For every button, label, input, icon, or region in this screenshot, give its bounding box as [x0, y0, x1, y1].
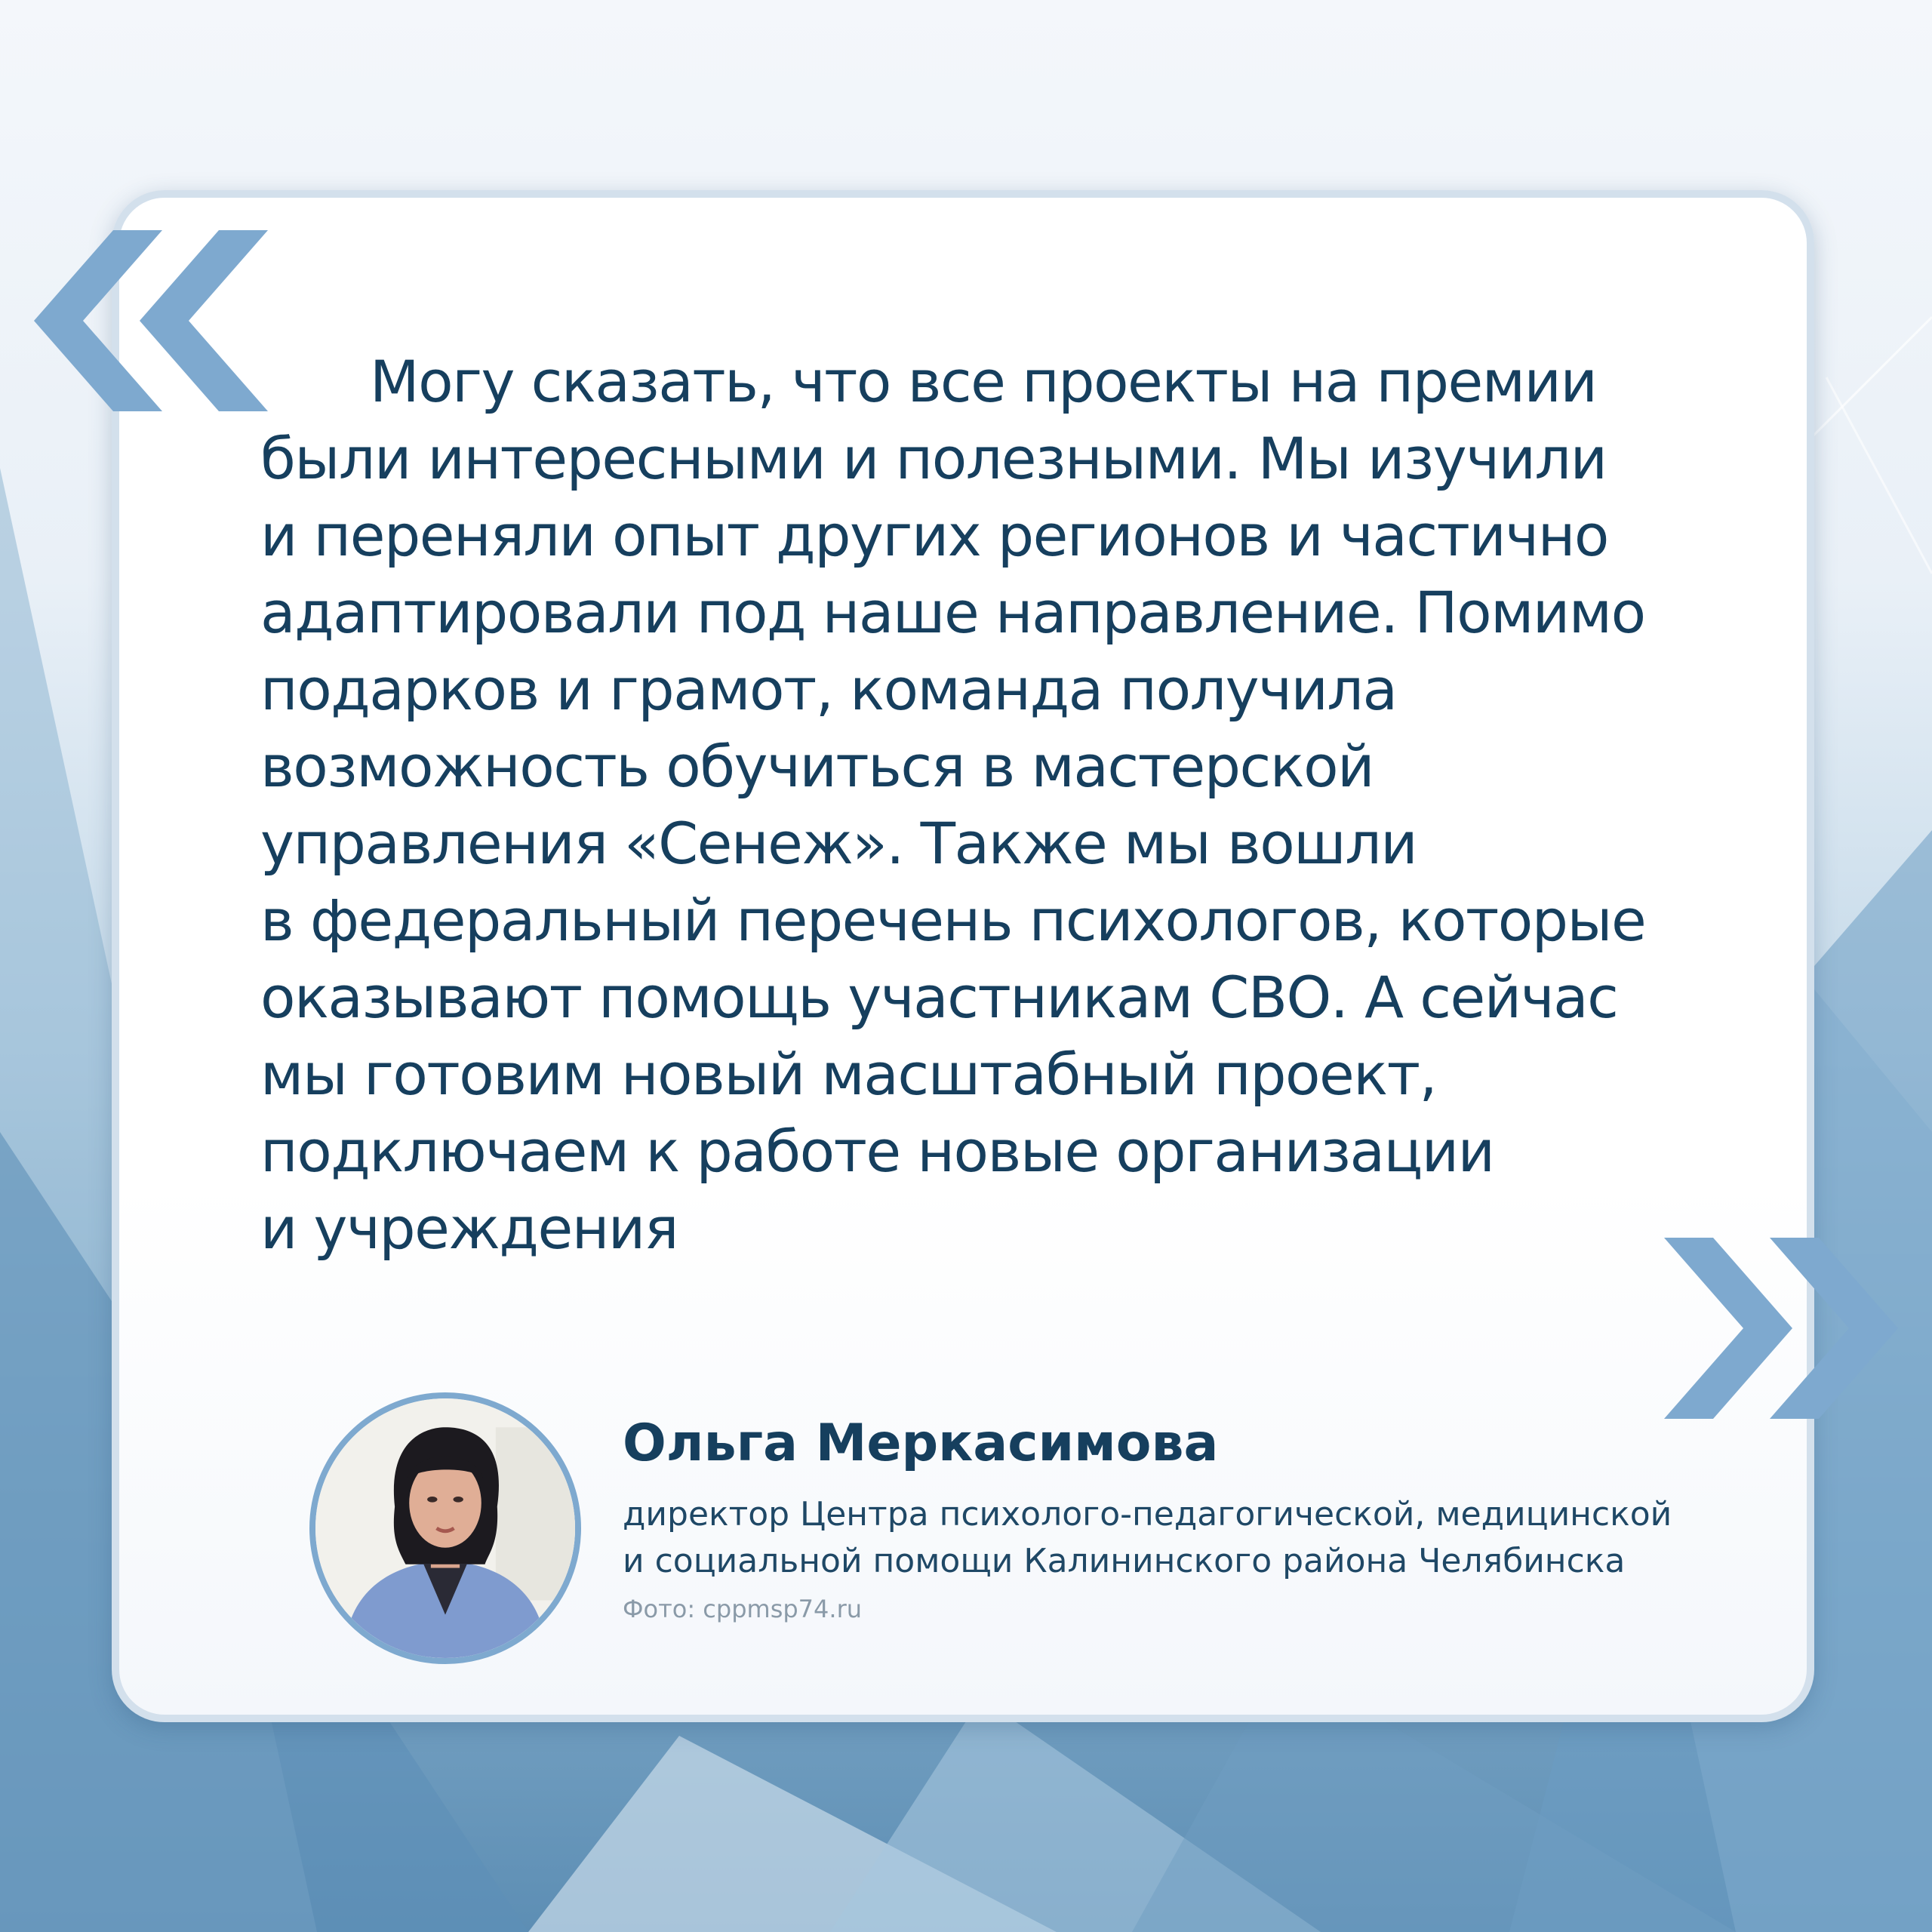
quote-line: и переняли опыт других регионов и частично — [260, 502, 1608, 569]
author-name: Ольга Меркасимова — [623, 1414, 1219, 1473]
quote-line: адаптировали под наше направление. Помимо — [260, 579, 1645, 646]
author-role — [623, 1491, 1717, 1585]
quote-line: и учреждения — [260, 1195, 678, 1262]
quote-line: оказывают помощь участникам СВО. А сейчас — [260, 964, 1618, 1031]
author-role-line: директор Центра психолого-педагогической, медицинской — [623, 1495, 1672, 1534]
quote-line: мы готовим новый масштабный проект, — [260, 1041, 1437, 1108]
quote-line: подключаем к работе новые организации — [260, 1118, 1494, 1185]
author-avatar — [309, 1392, 581, 1664]
quote-line: были интересными и полезными. Мы изучили — [260, 425, 1607, 492]
quote-line: возможность обучиться в мастерской — [260, 733, 1374, 800]
photo-credit: Фото: cppmsp74.ru — [623, 1595, 862, 1623]
author-role-line: и социальной помощи Калининского района Челябинска — [623, 1542, 1626, 1580]
left-double-chevron-icon — [30, 230, 279, 411]
quote-line: подарков и грамот, команда получила — [260, 656, 1397, 723]
quote-line: управления «Сенеж». Также мы вошли — [260, 810, 1417, 877]
author-portrait-icon — [315, 1398, 575, 1658]
quote-text — [260, 343, 1717, 1267]
quote-line: Могу сказать, что все проекты на премии — [370, 348, 1597, 415]
quote-line: в федеральный перечень психологов, которые — [260, 887, 1646, 954]
